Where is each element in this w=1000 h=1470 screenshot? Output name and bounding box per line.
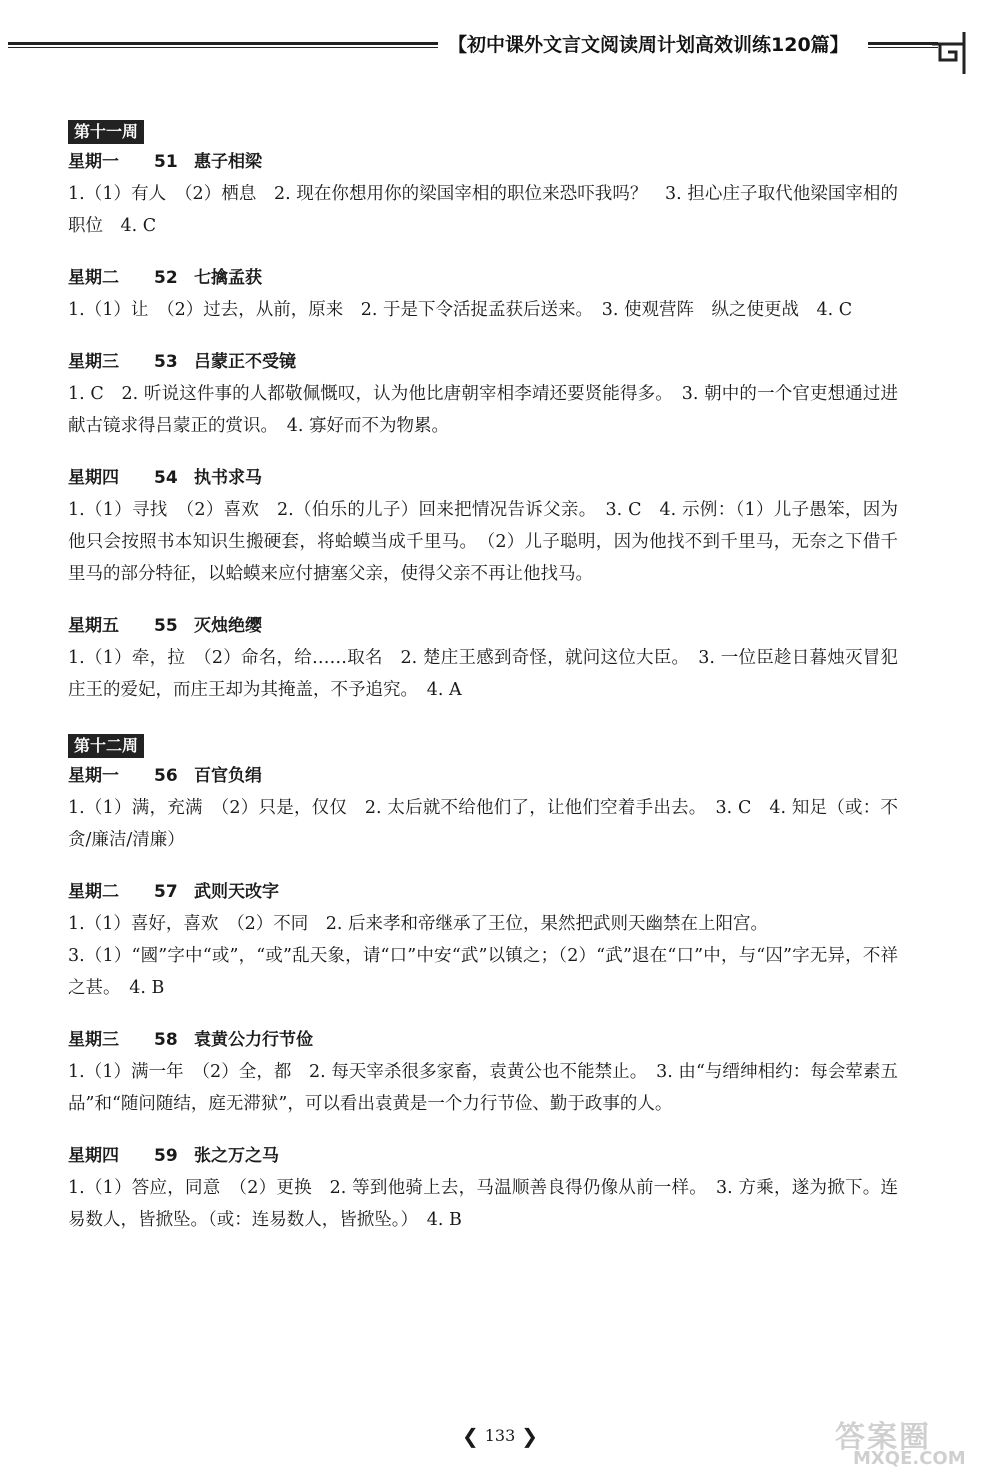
entry-answers: 1.（1）寻找 （2）喜欢 2.（伯乐的儿子）回来把情况告诉父亲。 3. C 4. 示例：（1）儿子愚笨，因为他只会按照书本知识生搬硬套，将蛤蟆当成千里马。 （2）儿子聪明，因为他找不到千里马，无奈之下借千里马的部分特征，以蛤蟆来应付搪塞父亲，使得父亲不再让他找马。	[68, 500, 898, 584]
entry-day: 星期五	[68, 616, 119, 636]
entry-heading: 袁黄公力行节俭	[194, 1030, 313, 1050]
entry-number: 54	[154, 468, 178, 488]
entry-58	[68, 1024, 898, 1120]
entry-day: 星期三	[68, 1030, 119, 1050]
entry-heading: 张之万之马	[194, 1146, 279, 1166]
watermark-text: 答案圈	[835, 1420, 931, 1455]
chevron-left-icon: ❮	[461, 1423, 479, 1448]
entry-day: 星期一	[68, 152, 119, 172]
entry-number: 58	[154, 1030, 178, 1050]
entry-answers: 1.（1）有人 （2）栖息 2. 现在你想用你的梁国宰相的职位来恐吓我吗？ 3. 担心庄子取代他梁国宰相的职位 4. C	[68, 184, 898, 236]
entry-heading: 七擒孟获	[194, 268, 262, 288]
corner-ornament-icon	[930, 30, 978, 90]
entry-56	[68, 760, 898, 856]
book-title: 【初中课外文言文阅读周计划高效训练120篇】	[448, 34, 849, 56]
entry-answers: 1. C 2. 听说这件事的人都敬佩慨叹，认为他比唐朝宰相李靖还要贤能得多。 3. 朝中的一个官吏想通过进献古镜求得吕蒙正的赏识。 4. 寡好而不为物累。	[68, 384, 898, 436]
entry-heading: 灭烛绝缨	[194, 616, 262, 636]
entry-title	[68, 346, 898, 378]
entry-answers: 1.（1）满，充满 （2）只是，仅仅 2. 太后就不给他们了，让他们空着手出去。 3. C 4. 知足（或：不贪/廉洁/清廉）	[68, 798, 898, 850]
watermark	[835, 1410, 995, 1470]
entry-day: 星期二	[68, 268, 119, 288]
entry-answers: 1.（1）喜好，喜欢 （2）不同 2. 后来孝和帝继承了王位，果然把武则天幽禁在上阳宫。 3.（1）“國”字中“或”，“或”乱天象，请“口”中安“武”以镇之；（2）“武”退在“口”中，与“囚”字无异，不祥之甚。 4. B	[68, 914, 898, 998]
entry-number: 55	[154, 616, 178, 636]
entry-day: 星期二	[68, 882, 119, 902]
week-label: 第十二周	[68, 734, 144, 758]
entry-52	[68, 262, 898, 326]
entry-day: 星期一	[68, 766, 119, 786]
answer-content	[68, 112, 898, 1256]
header-rule-left-thin	[8, 47, 438, 48]
entry-55	[68, 610, 898, 706]
entry-heading: 吕蒙正不受镜	[194, 352, 296, 372]
entry-57	[68, 876, 898, 1004]
entry-answers: 1.（1）满一年 （2）全，都 2. 每天宰杀很多家畜，袁黄公也不能禁止。 3. 由“与缙绅相约：每会荤素五品”和“随问随结，庭无滞狱”，可以看出袁黄是一个力行节俭、勤于政事的人。	[68, 1062, 898, 1114]
watermark-url: MXQE.COM	[853, 1448, 966, 1469]
header-rule-right	[868, 42, 938, 45]
header-rule-right-thin	[868, 47, 938, 48]
entry-title	[68, 462, 898, 494]
entry-title	[68, 610, 898, 642]
page-footer	[440, 1420, 560, 1450]
entry-59	[68, 1140, 898, 1236]
entry-number: 51	[154, 152, 178, 172]
page-number: 133	[484, 1425, 516, 1445]
page-header	[0, 0, 1000, 90]
entry-title	[68, 1024, 898, 1056]
week-label: 第十一周	[68, 120, 144, 144]
entry-answers: 1.（1）牵，拉 （2）命名，给……取名 2. 楚庄王感到奇怪，就问这位大臣。 3. 一位臣趁日暮烛灭冒犯庄王的爱妃，而庄王却为其掩盖，不予追究。 4. A	[68, 648, 898, 700]
entry-title	[68, 262, 898, 294]
entry-heading: 执书求马	[194, 468, 262, 488]
entry-number: 56	[154, 766, 178, 786]
entry-51	[68, 146, 898, 242]
entry-heading: 惠子相梁	[194, 152, 262, 172]
entry-answers: 1.（1）让 （2）过去，从前，原来 2. 于是下令活捉孟获后送来。 3. 使观营阵 纵之使更战 4. C	[68, 300, 853, 320]
entry-day: 星期四	[68, 468, 119, 488]
entry-day: 星期三	[68, 352, 119, 372]
entry-number: 52	[154, 268, 178, 288]
entry-title	[68, 146, 898, 178]
entry-54	[68, 462, 898, 590]
entry-number: 59	[154, 1146, 178, 1166]
entry-title	[68, 760, 898, 792]
entry-53	[68, 346, 898, 442]
entry-heading: 武则天改字	[194, 882, 279, 902]
entry-day: 星期四	[68, 1146, 119, 1166]
entry-title	[68, 1140, 898, 1172]
chevron-right-icon: ❯	[521, 1423, 539, 1448]
entry-number: 53	[154, 352, 178, 372]
week-section-12	[68, 726, 898, 1236]
header-rule-left	[8, 42, 438, 45]
week-section-11	[68, 112, 898, 706]
entry-number: 57	[154, 882, 178, 902]
entry-heading: 百官负绢	[194, 766, 262, 786]
entry-title	[68, 876, 898, 908]
entry-answers: 1.（1）答应，同意 （2）更换 2. 等到他骑上去，马温顺善良得仍像从前一样。 3. 方乘，遂为掀下。连易数人，皆掀坠。（或：连易数人，皆掀坠。） 4. B	[68, 1178, 898, 1230]
